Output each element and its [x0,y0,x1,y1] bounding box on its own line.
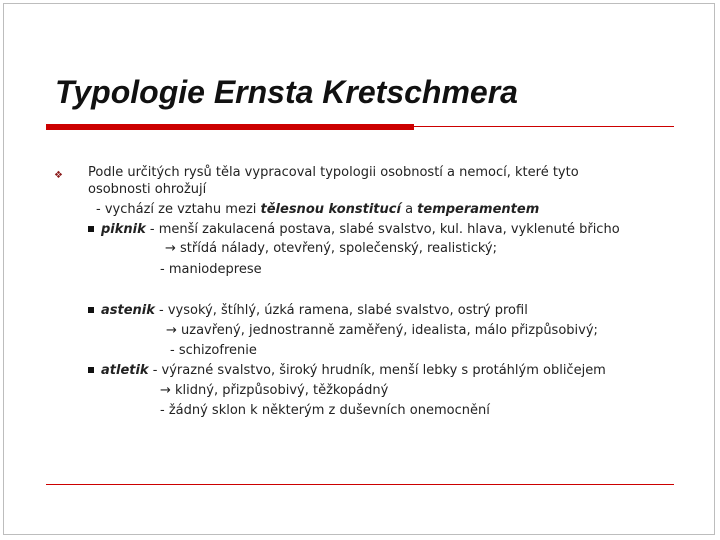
footer-rule [46,484,674,485]
type-trait: → střídá nálady, otevřený, společenský, realistický; [165,241,497,256]
derives-prefix: - vychází ze vztahu mezi [96,202,261,217]
type-disorder: - maniodeprese [160,262,262,277]
intro-line-1: Podle určitých rysů těla vypracoval typologii osobností a nemocí, které tyto [88,165,579,180]
type-desc: - vysoký, štíhlý, úzká ramena, slabé svalstvo, ostrý profil [154,303,528,318]
type-name: astenik [101,303,155,318]
derives-line [96,201,539,219]
type-trait: → klidný, přizpůsobivý, těžkopádný [160,383,389,398]
square-bullet-icon [88,307,94,313]
term-constitution: tělesnou konstitucí [260,202,401,217]
type-atletik [88,362,606,380]
derives-mid: a [400,202,418,217]
slide-title: Typologie Ernsta Kretschmera [55,74,518,110]
term-temperament: temperamentem [417,202,540,217]
title-accent-bar [46,124,414,130]
type-piknik [88,221,620,239]
square-bullet-icon [88,367,94,373]
diamond-bullet-icon: ❖ [54,170,63,181]
intro-line-2: osobnosti ohrožují [88,182,207,197]
square-bullet-icon [88,226,94,232]
type-name: piknik [101,222,146,237]
type-astenik [88,302,528,320]
type-desc: - výrazné svalstvo, široký hrudník, menší lebky s protáhlým obličejem [148,363,606,378]
type-desc: - menší zakulacená postava, slabé svalstvo, kul. hlava, vyklenuté břicho [145,222,620,237]
type-name: atletik [101,363,149,378]
type-disorder: - schizofrenie [170,343,257,358]
type-disorder: - žádný sklon k některým z duševních onemocnění [160,403,490,418]
type-trait: → uzavřený, jednostranně zaměřený, idealista, málo přizpůsobivý; [166,323,598,338]
